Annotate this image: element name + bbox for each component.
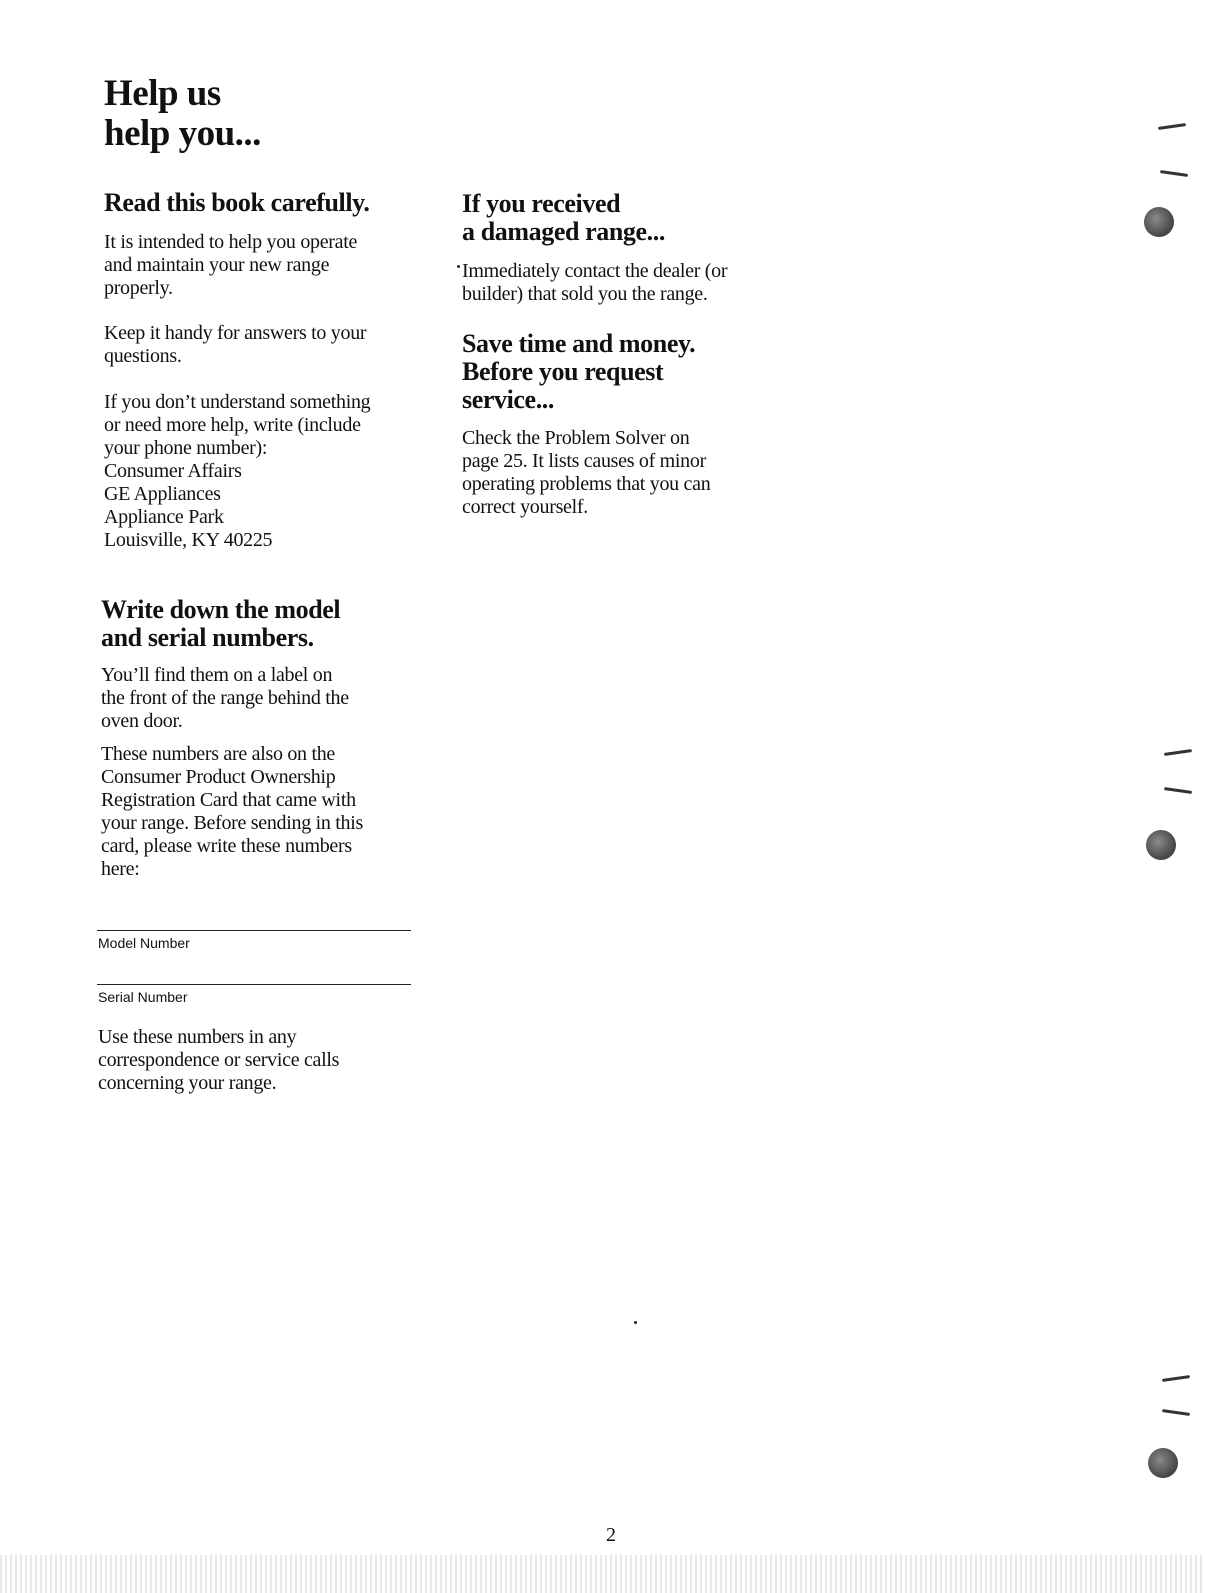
read-book-paragraph-3: If you don’t understand something or need more help, write (include your phone number): (104, 391, 371, 459)
serial-number-line (97, 984, 411, 985)
read-book-paragraph-2: Keep it handy for answers to your questions. (104, 322, 367, 367)
scan-speck (634, 1321, 637, 1324)
page-title-line-2: help you... (104, 113, 261, 154)
scan-speck (457, 265, 460, 268)
read-book-paragraph-1: It is intended to help you operate and maintain your new range properly. (104, 231, 358, 299)
model-number-label: Model Number (98, 935, 190, 951)
model-serial-heading: Write down the model and serial numbers. (101, 595, 341, 652)
model-serial-paragraph-3: Use these numbers in any correspondence or service calls concerning your range. (98, 1026, 340, 1094)
scan-mark (1164, 787, 1192, 794)
save-time-body: Check the Problem Solver on page 25. It lists causes of minor operating problems that you can correct yourself. (462, 427, 711, 518)
scan-mark (1160, 170, 1188, 177)
read-book-heading: Read this book carefully. (104, 188, 370, 217)
scan-mark (1164, 749, 1192, 756)
page-title-line-1: Help us (104, 73, 221, 114)
damaged-range-heading: If you received a damaged range... (462, 189, 665, 246)
binder-hole-icon (1146, 830, 1176, 860)
scan-mark (1162, 1409, 1190, 1416)
scan-mark (1158, 123, 1186, 130)
model-serial-paragraph-1: You’ll find them on a label on the front of the range behind the oven door. (101, 664, 349, 732)
binder-hole-icon (1148, 1448, 1178, 1478)
scan-mark (1162, 1375, 1190, 1382)
page-number: 2 (606, 1524, 616, 1546)
model-serial-paragraph-2: These numbers are also on the Consumer Product Ownership Registration Card that came with your range. Before sending in this card, please write these numbers here: (101, 743, 363, 880)
save-time-heading: Save time and money. Before you request service... (462, 329, 696, 414)
mailing-address: Consumer Affairs GE Appliances Appliance Park Louisville, KY 40225 (104, 460, 273, 551)
model-number-line (97, 930, 411, 931)
scan-edge-noise (0, 1555, 1205, 1593)
serial-number-label: Serial Number (98, 989, 188, 1005)
page-title (104, 74, 261, 154)
binder-hole-icon (1144, 207, 1174, 237)
damaged-range-body: Immediately contact the dealer (or builder) that sold you the range. (462, 260, 728, 305)
